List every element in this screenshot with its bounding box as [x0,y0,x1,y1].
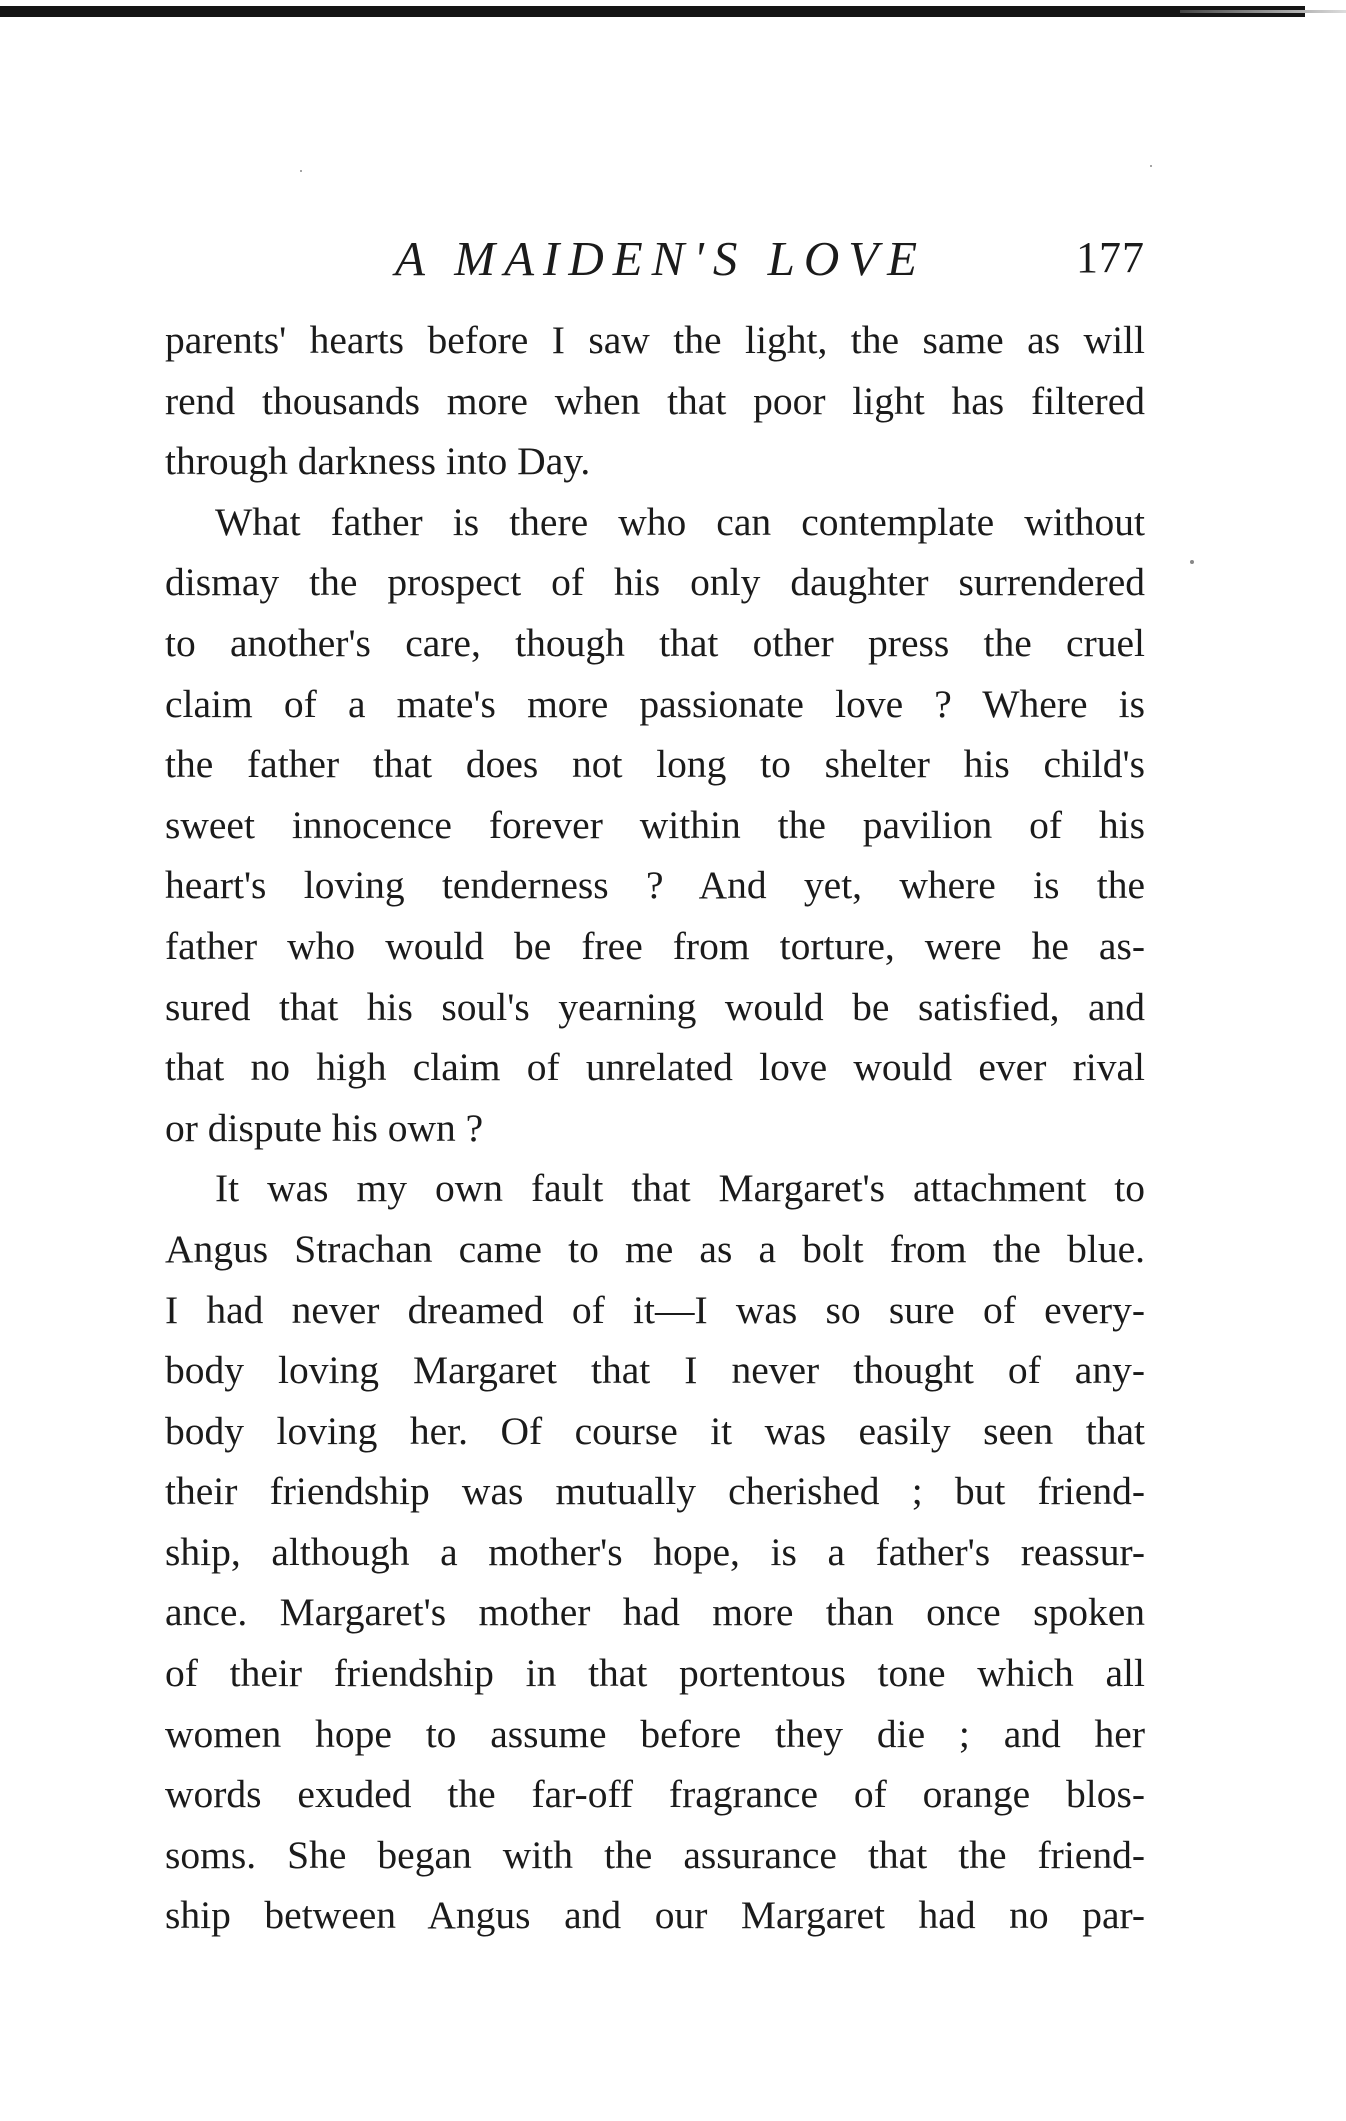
text-line: to another's care, though that other press the cruel [165,620,1145,665]
text-line: ship between Angus and our Margaret had no par- [165,1893,1145,1938]
text-line: parents' hearts before I saw the light, the same as will [165,318,1145,362]
paragraph-3 [165,1158,1145,1946]
text-line: women hope to assume before they die ; and her [165,1711,1145,1756]
top-border-fade [1180,10,1346,13]
text-line: words exuded the far-off fragrance of orange blos- [165,1772,1145,1817]
text-line: I had never dreamed of it—I was so sure of every- [165,1287,1145,1332]
paragraph-2 [165,492,1145,1159]
text-line: that no high claim of unrelated love would ever rival [165,1045,1145,1090]
text-line: ship, although a mother's hope, is a father's reassur- [165,1529,1145,1574]
text-line: through darkness into Day. [165,439,591,484]
text-line: sweet innocence forever within the pavilion of his [165,802,1145,847]
text-line: or dispute his own ? [165,1105,484,1150]
body-text [165,310,1145,1946]
text-line: What father is there who can contemplate without [215,499,1145,544]
text-line: dismay the prospect of his only daughter surrendered [165,560,1145,605]
text-line: their friendship was mutually cherished ; but friend- [165,1469,1145,1514]
running-title: A MAIDEN'S LOVE [395,231,927,286]
running-head [165,230,1145,290]
text-line: claim of a mate's more passionate love ? Where is [165,681,1145,726]
text-line: It was my own fault that Margaret's attachment to [215,1166,1145,1211]
paper-speck [300,170,302,172]
text-line: body loving Margaret that I never thought of any- [165,1348,1145,1393]
text-line: soms. She began with the assurance that the friend- [165,1832,1145,1877]
paragraph-1 [165,310,1145,492]
text-line: sured that his soul's yearning would be satisfied, and [165,984,1145,1029]
text-line: rend thousands more when that poor light has filtered [165,378,1145,423]
paper-speck [1190,560,1194,564]
text-line: ance. Margaret's mother had more than once spoken [165,1590,1145,1635]
text-line: the father that does not long to shelter his child's [165,742,1145,787]
text-line: father who would be free from torture, were he as- [165,923,1145,968]
text-line: of their friendship in that portentous tone which all [165,1651,1145,1696]
text-line: heart's loving tenderness ? And yet, where is the [165,863,1145,908]
top-border-rule [0,6,1305,17]
text-line: Angus Strachan came to me as a bolt from the blue. [165,1226,1145,1271]
page-number: 177 [1076,233,1145,282]
text-line: body loving her. Of course it was easily seen that [165,1408,1145,1453]
paper-speck [1150,165,1152,167]
